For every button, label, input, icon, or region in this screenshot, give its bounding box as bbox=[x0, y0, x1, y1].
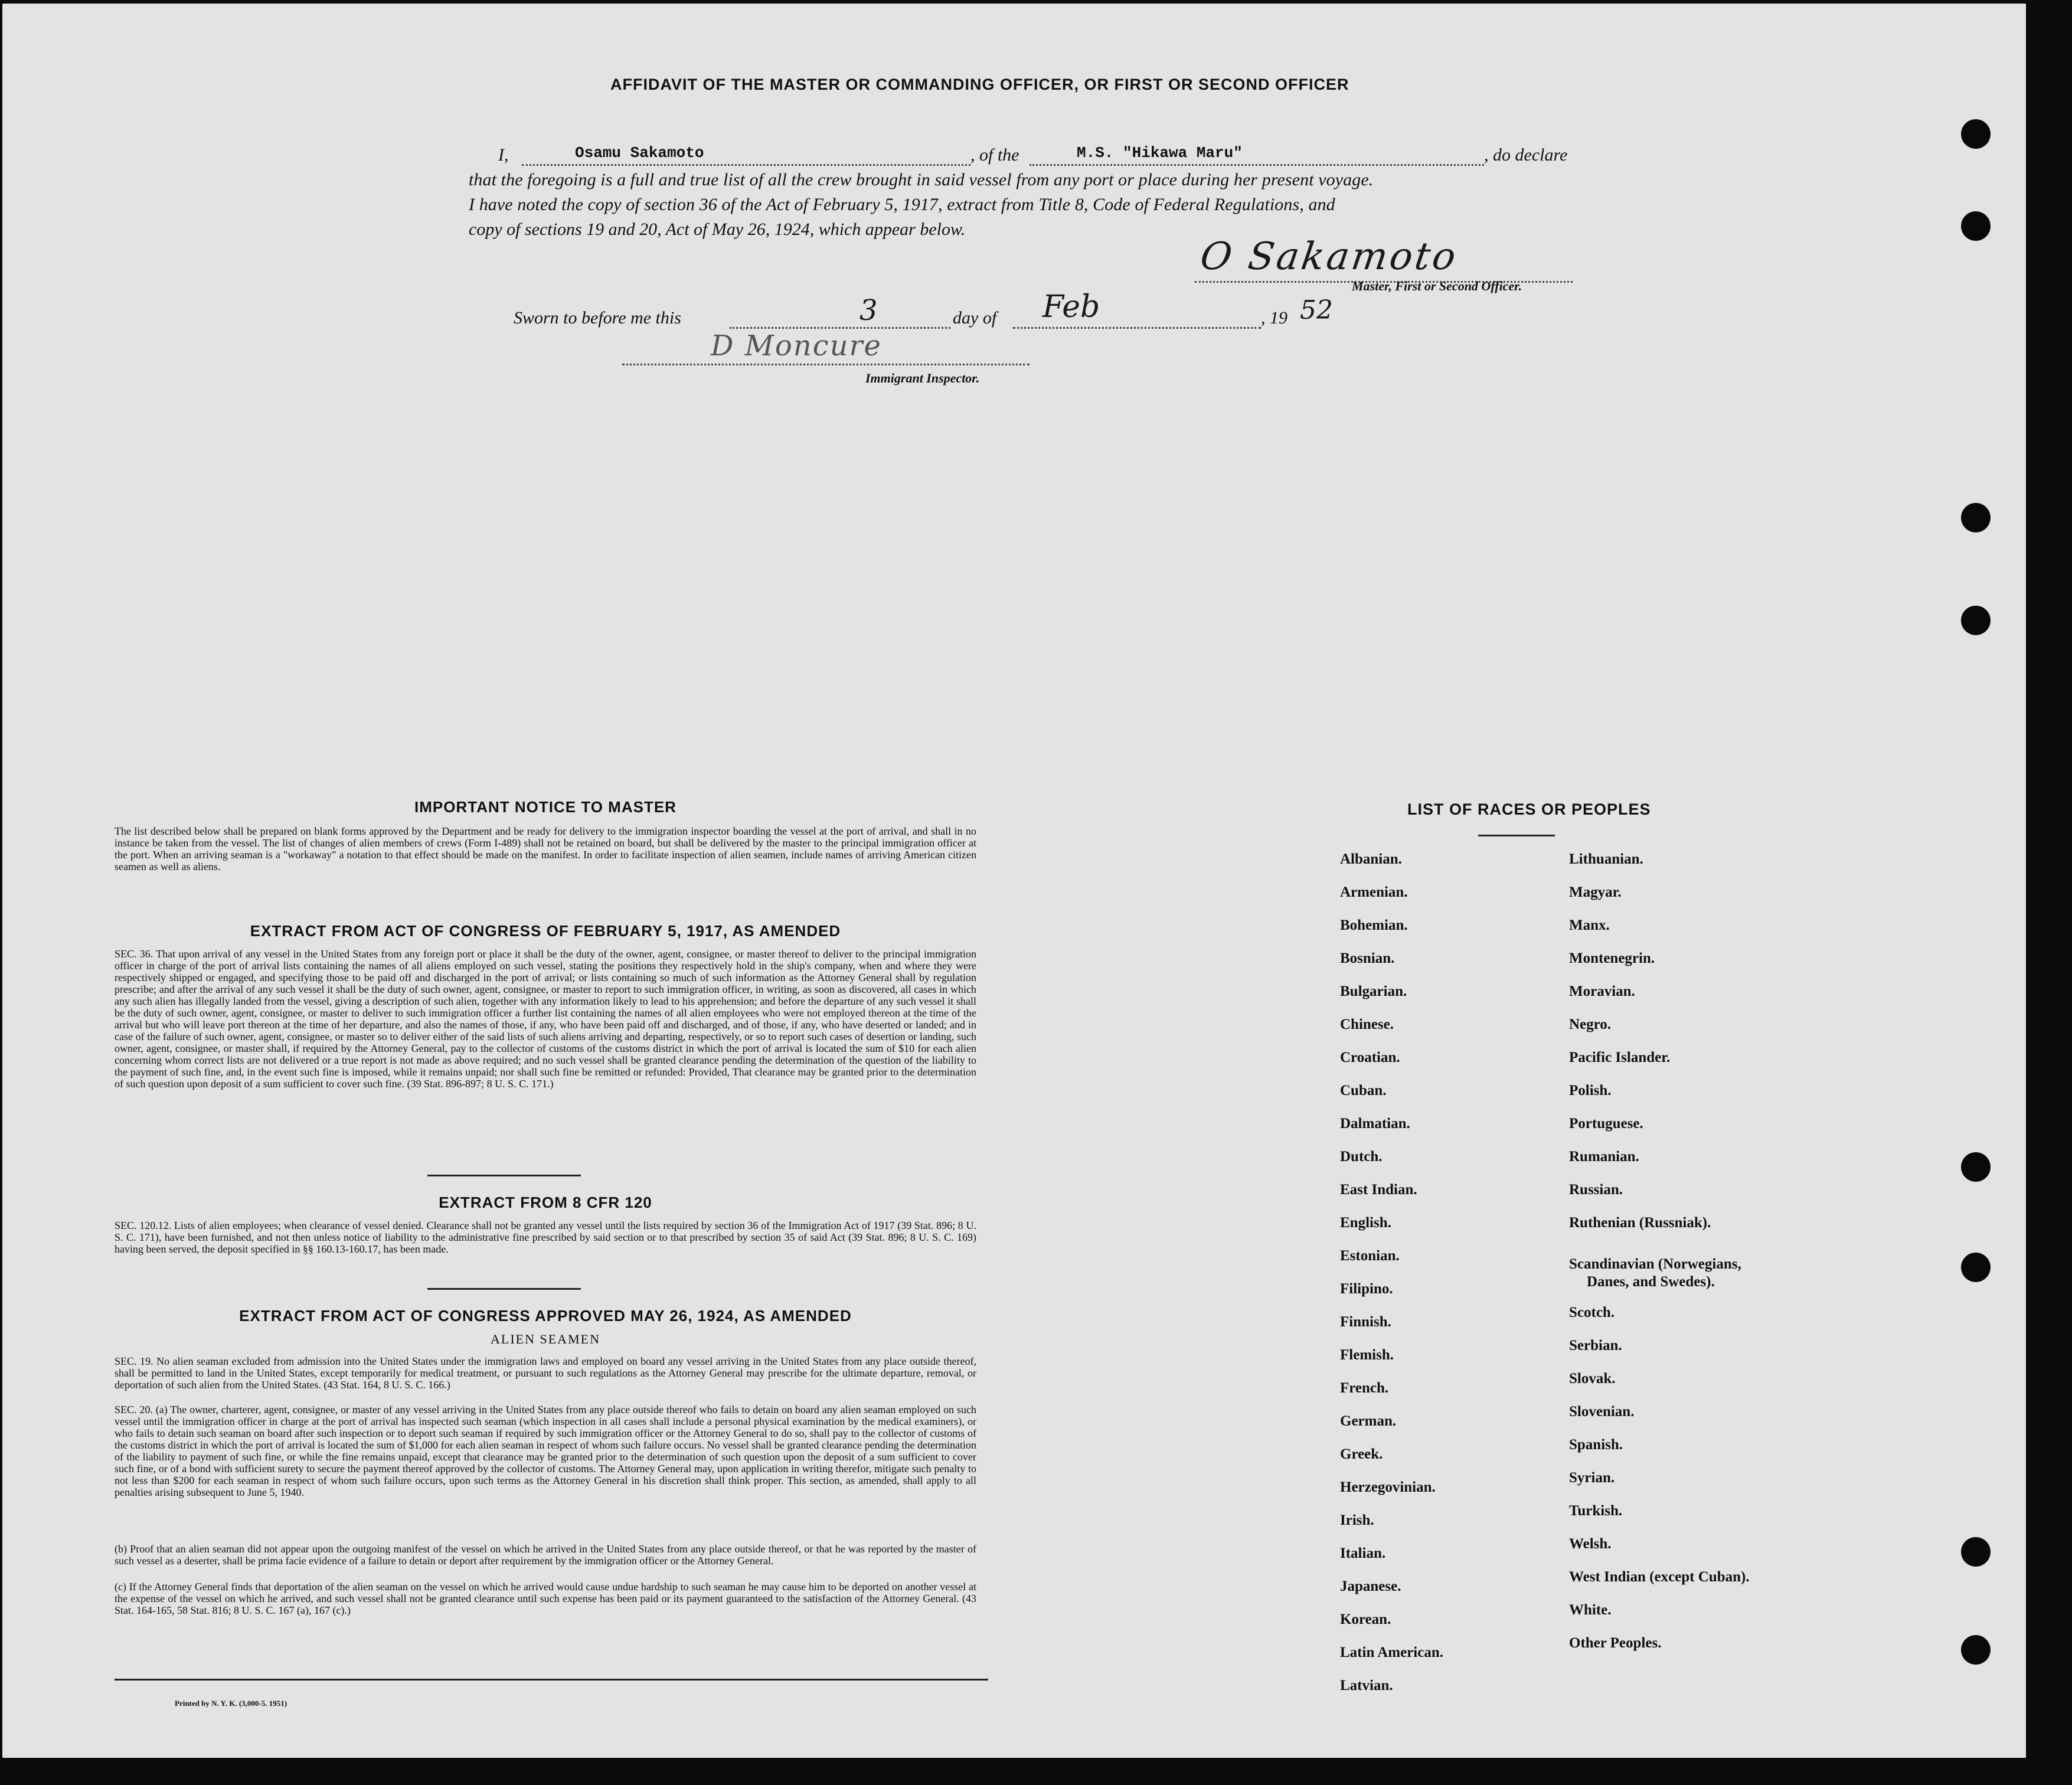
vessel-name-field bbox=[1030, 144, 1484, 166]
declaration-line-2: that the foregoing is a full and true list of all the crew brought in said vessel from any port or place during her present voyage. bbox=[469, 170, 1374, 189]
punch-hole bbox=[1961, 1253, 1991, 1282]
race-item: Estonian. bbox=[1340, 1248, 1400, 1264]
race-item: Portuguese. bbox=[1569, 1116, 1643, 1132]
extract-1917-title: EXTRACT FROM ACT OF CONGRESS OF FEBRUARY 5, 1917, AS AMENDED bbox=[250, 922, 841, 940]
race-item: Slovak. bbox=[1569, 1371, 1616, 1387]
extract-1924-title: EXTRACT FROM ACT OF CONGRESS APPROVED MAY 26, 1924, AS AMENDED bbox=[239, 1307, 852, 1325]
punch-hole bbox=[1961, 503, 1991, 532]
month-field bbox=[1013, 289, 1261, 329]
race-item: Syrian. bbox=[1569, 1470, 1615, 1486]
race-item: German. bbox=[1340, 1413, 1397, 1429]
race-item: Dutch. bbox=[1340, 1149, 1383, 1165]
punch-hole bbox=[1961, 211, 1991, 241]
footer-rule bbox=[115, 1679, 988, 1681]
race-item: Bosnian. bbox=[1340, 950, 1395, 966]
race-item: Scandinavian (Norwegians, bbox=[1569, 1256, 1741, 1272]
master-signature: O Sakamoto bbox=[1197, 235, 1461, 279]
race-item: Dalmatian. bbox=[1340, 1116, 1410, 1132]
race-item: Italian. bbox=[1340, 1545, 1386, 1561]
race-item: Manx. bbox=[1569, 917, 1610, 933]
race-item: Lithuanian. bbox=[1569, 851, 1643, 867]
notice-title: IMPORTANT NOTICE TO MASTER bbox=[414, 798, 676, 816]
extract-1917-text: SEC. 36. That upon arrival of any vessel in the United States from any foreign port or place it shall be the duty of the owner, agent, consignee, or master thereof to deliver to the principal immigration officer in charge of the port of arrival lists containing the names of all aliens employed on such vessel, stating the positions they respectively hold in the ship's company, when and where they were respectively shipped or engaged, and specifying those to be paid off and discharged in the port of arrival; or lists containing so much of such information as the Attorney General shall by regulation prescribe; and after the arrival of any such vessel it shall be the duty of such owner, agent, consignee, or master to report to such immigration officer, in writing, as soon as discovered, all cases in which any such alien has illegally landed from the vessel, giving a description of such alien, together with any information likely to lead to his apprehension; and before the departure of any such vessel it shall be the duty of such owner, agent, consignee, or master to deliver to such immigration officer a further list containing the names of all alien employees who were not employed thereon at the time of the arrival but who will leave port thereon at the time of her departure, and also the names of those, if any, who have been paid off and discharged, and of those, if any, who have deserted or landed; and in case of the failure of such owner, agent, consignee, or master so to deliver either of the said lists of such aliens arriving and departing, respectively, or so to report such cases of desertion or landing, such owner, agent, consignee, or master shall, if required by the Attorney General, pay to the collector of customs of the customs district in which the port of arrival is located the sum of $10 for each alien concerning whom correct lists are not delivered or a true report is not made as above required; and no such vessel shall be granted clearance pending the determination of the question of the liability to the payment of such fine, and, in the event such fine is imposed, while it remains unpaid; nor shall such fine be remitted or refunded: Provided, That clearance may be granted prior to the determination of such question upon deposit of a sum sufficient to cover such fine. (39 Stat. 896-897; 8 U. S. C. 171.) bbox=[115, 948, 976, 1090]
race-item: Serbian. bbox=[1569, 1338, 1622, 1354]
day-field bbox=[730, 294, 950, 329]
race-item: Negro. bbox=[1569, 1016, 1612, 1032]
inspector-caption: Immigrant Inspector. bbox=[865, 371, 980, 385]
punch-hole bbox=[1961, 119, 1991, 149]
printer-note: Printed by N. Y. K. (3,000-5. 1951) bbox=[175, 1699, 287, 1708]
race-item: Latin American. bbox=[1340, 1645, 1443, 1660]
punch-hole bbox=[1961, 1635, 1991, 1665]
day-value: 3 bbox=[859, 294, 878, 327]
race-item: Rumanian. bbox=[1569, 1149, 1639, 1165]
of-the-label: , of the bbox=[970, 145, 1019, 165]
race-item: Irish. bbox=[1340, 1512, 1374, 1528]
sec-19-text: SEC. 19. No alien seaman excluded from admission into the United States under the immigration laws and employed on board any vessel arriving in the United States from any place outside thereof, shall be permitted to land in the United States, except temporarily for medical treatment, or pursuant to such regulations as the Attorney General may prescribe for the ultimate departure, removal, or deportation of such alien from the United States. (43 Stat. 164, 8 U. S. C. 166.) bbox=[115, 1355, 976, 1391]
race-item: Spanish. bbox=[1569, 1437, 1623, 1453]
declaration-i: I, bbox=[498, 145, 509, 165]
race-item: Polish. bbox=[1569, 1083, 1612, 1099]
punch-hole bbox=[1961, 606, 1991, 635]
race-item: Korean. bbox=[1340, 1611, 1391, 1627]
races-title: LIST OF RACES OR PEOPLES bbox=[1407, 800, 1651, 818]
race-item: Slovenian. bbox=[1569, 1404, 1635, 1420]
race-item: Latvian. bbox=[1340, 1678, 1393, 1694]
race-item: Other Peoples. bbox=[1569, 1635, 1662, 1651]
race-item: Welsh. bbox=[1569, 1536, 1612, 1552]
document-page bbox=[2, 4, 2026, 1758]
sec-20a-text: SEC. 20. (a) The owner, charterer, agent, consignee, or master of any vessel arriving in the United States from any place outside thereof who fails to detain on board any alien seaman employed on such vessel until the immigration officer in charge at the port of arrival has inspected such seaman (which inspection in all cases shall include a personal physical examination by the medical examiners), or who fails to detain such seaman on board after such inspection or to deport such seaman if required by such immigration officer or the Attorney General to do so, shall pay to the collector of customs of the customs district in which the port of arrival is located the sum of $1,000 for each alien seaman in respect of whom such failure occurs. No vessel shall be granted clearance pending the determination of the liability to payment of such fine, or while the fine remains unpaid, except that clearance may be granted prior to the determination of such question upon the deposit of a sum sufficient to cover such fine, or of a bond with sufficient surety to secure the payment thereof approved by the collector of customs. The Attorney General may, upon application in writing therefor, mitigate such penalty to not less than $200 for each seaman in respect of whom such failure occurs, upon such terms as the Attorney General in his discretion shall think proper. This section, as amended, shall apply to all penalties arising subsequent to June 5, 1940. bbox=[115, 1404, 976, 1498]
race-item: Pacific Islander. bbox=[1569, 1050, 1671, 1065]
sec-20b-text: (b) Proof that an alien seaman did not appear upon the outgoing manifest of the vessel on which he arrived in the United States from any place outside thereof, or that he was reported by the master of such vessel as a deserter, shall be prima facie evidence of a failure to detain or deport after requirement by the immigration officer or the Attorney General. bbox=[115, 1543, 976, 1567]
race-item: East Indian. bbox=[1340, 1182, 1417, 1198]
year-value: 52 bbox=[1300, 295, 1333, 325]
divider bbox=[427, 1175, 581, 1176]
extract-cfr-title: EXTRACT FROM 8 CFR 120 bbox=[439, 1194, 652, 1211]
race-item: English. bbox=[1340, 1215, 1391, 1231]
notice-text: The list described below shall be prepared on blank forms approved by the Department and be ready for delivery to the immigration inspector boarding the vessel at the port of arrival, and shall in no instance be taken from the vessel. The list of changes of alien members of crews (Form I-489) shall not be retained on board, but shall be delivered by the master to the principal immigration officer at the port. When an arriving seaman is a "workaway" a notation to that effect should be made on the manifest. In order to facilitate inspection of alien seamen, include names of arriving American citizen seamen as well as aliens. bbox=[115, 825, 976, 872]
extract-cfr-text: SEC. 120.12. Lists of alien employees; when clearance of vessel denied. Clearance shall not be granted any vessel until the lists required by section 36 of the Immigration Act of 1917 (39 Stat. 896; 8 U. S. C. 171), have been furnished, and not then unless notice of liability to the administrative fine prescribed by said section or to that prescribed by section 35 of said Act (39 Stat. 896; 8 U. S. C. 169) having been served, the deposit specified in §§ 160.13-160.17, has been made. bbox=[115, 1220, 976, 1255]
race-item: Chinese. bbox=[1340, 1016, 1394, 1032]
divider bbox=[427, 1288, 581, 1290]
do-declare-label: , do declare bbox=[1484, 145, 1568, 165]
sworn-label: Sworn to before me this bbox=[514, 308, 681, 328]
race-item: Herzegovinian. bbox=[1340, 1479, 1436, 1495]
declaration-line-3: I have noted the copy of section 36 of the Act of February 5, 1917, extract from Title 8, Code of Federal Regulations, and bbox=[469, 195, 1335, 214]
race-item: Bohemian. bbox=[1340, 917, 1408, 933]
race-item: Croatian. bbox=[1340, 1050, 1400, 1065]
race-item: Bulgarian. bbox=[1340, 983, 1407, 999]
day-of-label: day of bbox=[953, 308, 997, 328]
master-caption: Master, First or Second Officer. bbox=[1352, 279, 1522, 293]
race-item: Danes, and Swedes). bbox=[1587, 1274, 1715, 1290]
races-title-rule bbox=[1478, 835, 1555, 836]
race-item: French. bbox=[1340, 1380, 1389, 1396]
officer-name: Osamu Sakamoto bbox=[575, 144, 704, 162]
race-item: Magyar. bbox=[1569, 884, 1622, 900]
race-item: Montenegrin. bbox=[1569, 950, 1655, 966]
race-item: Greek. bbox=[1340, 1446, 1383, 1462]
race-item: Scotch. bbox=[1569, 1305, 1615, 1320]
officer-name-field bbox=[522, 144, 970, 166]
vessel-name: M.S. "Hikawa Maru" bbox=[1077, 144, 1243, 162]
sec-20c-text: (c) If the Attorney General finds that deportation of the alien seaman on the vessel on which he arrived would cause undue hardship to such seaman he may cause him to be deported on another vessel at the expense of the vessel on which he arrived, and such vessel shall not be granted clearance until such expense has been paid or its payment guaranteed to the satisfaction of the Attorney General. (43 Stat. 164-165, 58 Stat. 816; 8 U. S. C. 167 (a), 167 (c).) bbox=[115, 1581, 976, 1616]
race-item: Moravian. bbox=[1569, 983, 1635, 999]
month-value: Feb bbox=[1042, 289, 1100, 325]
race-item: Russian. bbox=[1569, 1182, 1623, 1198]
race-item: Japanese. bbox=[1340, 1578, 1401, 1594]
inspector-signature: D Moncure bbox=[711, 329, 882, 362]
race-item: West Indian (except Cuban). bbox=[1569, 1569, 1750, 1585]
race-item: Turkish. bbox=[1569, 1503, 1623, 1519]
punch-hole bbox=[1961, 1152, 1991, 1182]
affidavit-title: AFFIDAVIT OF THE MASTER OR COMMANDING OFFICER, OR FIRST OR SECOND OFFICER bbox=[610, 76, 1349, 93]
race-item: Finnish. bbox=[1340, 1314, 1391, 1330]
race-item: Ruthenian (Russniak). bbox=[1569, 1215, 1711, 1231]
year-prefix: , 19 bbox=[1261, 308, 1287, 328]
race-item: Flemish. bbox=[1340, 1347, 1394, 1363]
race-item: Cuban. bbox=[1340, 1083, 1387, 1099]
race-item: Armenian. bbox=[1340, 884, 1408, 900]
punch-hole bbox=[1961, 1537, 1991, 1567]
race-item: Filipino. bbox=[1340, 1281, 1393, 1297]
race-item: Albanian. bbox=[1340, 851, 1402, 867]
extract-1924-subtitle: ALIEN SEAMEN bbox=[491, 1332, 600, 1346]
declaration-line-4: copy of sections 19 and 20, Act of May 26, 1924, which appear below. bbox=[469, 220, 966, 239]
race-item: White. bbox=[1569, 1602, 1612, 1618]
